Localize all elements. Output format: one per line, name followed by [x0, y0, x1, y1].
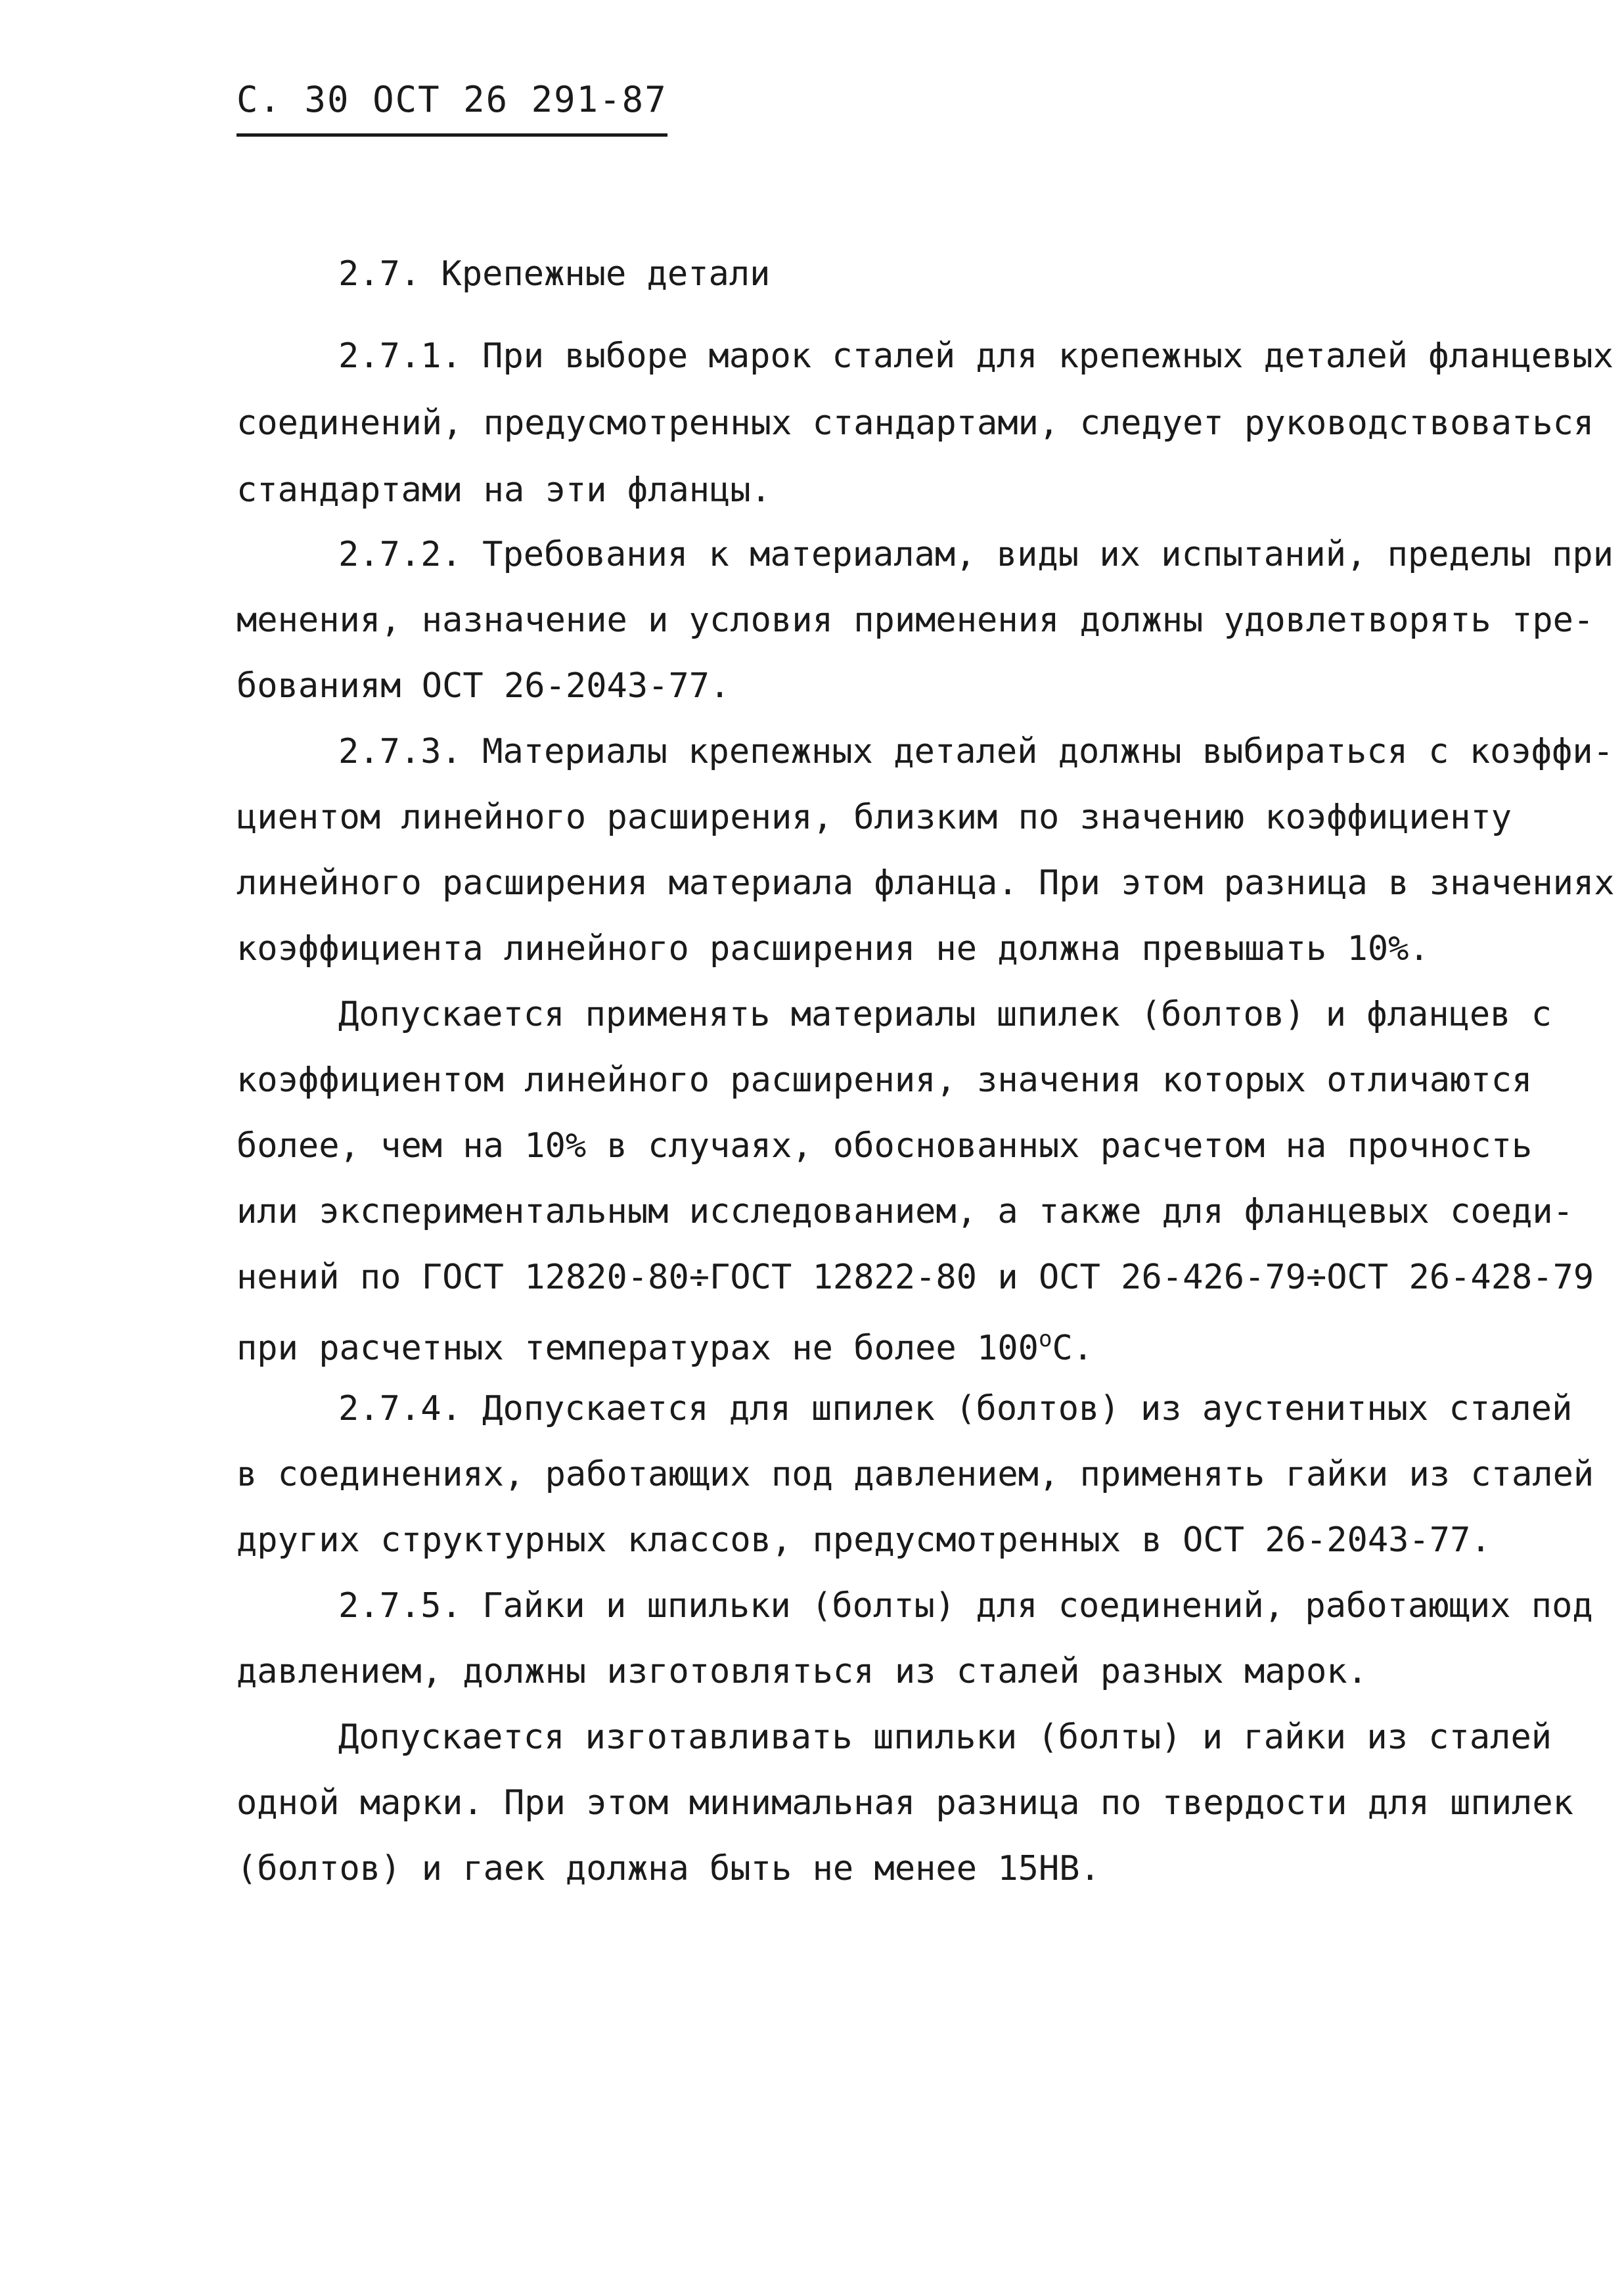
paragraph-line: 2.7.1. При выборе марок сталей для крепежных деталей фланцевых: [338, 336, 1614, 376]
paragraph-line: линейного расширения материала фланца. При этом разница в значениях: [237, 863, 1615, 903]
paragraph-line-temperature: [237, 1327, 1093, 1369]
paragraph-line: более, чем на 10% в случаях, обоснованных расчетом на прочность: [237, 1126, 1533, 1166]
paragraph-line: других структурных классов, предусмотренных в ОСТ 26-2043-77.: [237, 1520, 1491, 1560]
temperature-unit: С.: [1052, 1329, 1094, 1368]
paragraph-line: коэффициентом линейного расширения, значения которых отличаются: [237, 1060, 1533, 1100]
paragraph-line: коэффициента линейного расширения не должна превышать 10%.: [237, 929, 1430, 969]
paragraph-line: циентом линейного расширения, близким по значению коэффициенту: [237, 798, 1512, 837]
paragraph-line: 2.7.2. Требования к материалам, виды их испытаний, пределы при: [338, 535, 1614, 574]
paragraph-line: в соединениях, работающих под давлением, применять гайки из сталей: [237, 1455, 1594, 1494]
degree-sign: о: [1038, 1326, 1052, 1352]
temperature-text: при расчетных температурах не более 100: [237, 1329, 1039, 1368]
page-reference: С. 30 ОСТ 26 291-87: [237, 79, 667, 120]
section-title: 2.7. Крепежные детали: [338, 254, 771, 294]
paragraph-line: Допускается изготавливать шпильки (болты) и гайки из сталей: [338, 1718, 1552, 1757]
paragraph-line: 2.7.5. Гайки и шпильки (болты) для соединений, работающих под: [338, 1586, 1593, 1626]
paragraph-line: давлением, должны изготовляться из сталей разных марок.: [237, 1652, 1368, 1691]
paragraph-line: одной марки. При этом минимальная разница по твердости для шпилек: [237, 1783, 1573, 1823]
paragraph-line: 2.7.3. Материалы крепежных деталей должны выбираться с коэффи-: [338, 732, 1614, 771]
paragraph-line: 2.7.4. Допускается для шпилек (болтов) из аустенитных сталей: [338, 1389, 1573, 1428]
paragraph-line: (болтов) и гаек должна быть не менее 15НВ.: [237, 1849, 1100, 1888]
paragraph-line: нений по ГОСТ 12820-80÷ГОСТ 12822-80 и ОСТ 26-426-79÷ОСТ 26-428-79: [237, 1258, 1594, 1297]
paragraph-line: или экспериментальным исследованием, а также для фланцевых соеди-: [237, 1192, 1573, 1231]
page-header: [237, 79, 667, 137]
paragraph-line: стандартами на эти фланцы.: [237, 470, 771, 510]
paragraph-line: бованиям ОСТ 26-2043-77.: [237, 666, 731, 706]
paragraph-line: Допускается применять материалы шпилек (болтов) и фланцев с: [338, 995, 1552, 1034]
paragraph-line: менения, назначение и условия применения должны удовлетворять тре-: [237, 601, 1594, 640]
paragraph-line: соединений, предусмотренных стандартами, следует руководствоваться: [237, 403, 1594, 443]
